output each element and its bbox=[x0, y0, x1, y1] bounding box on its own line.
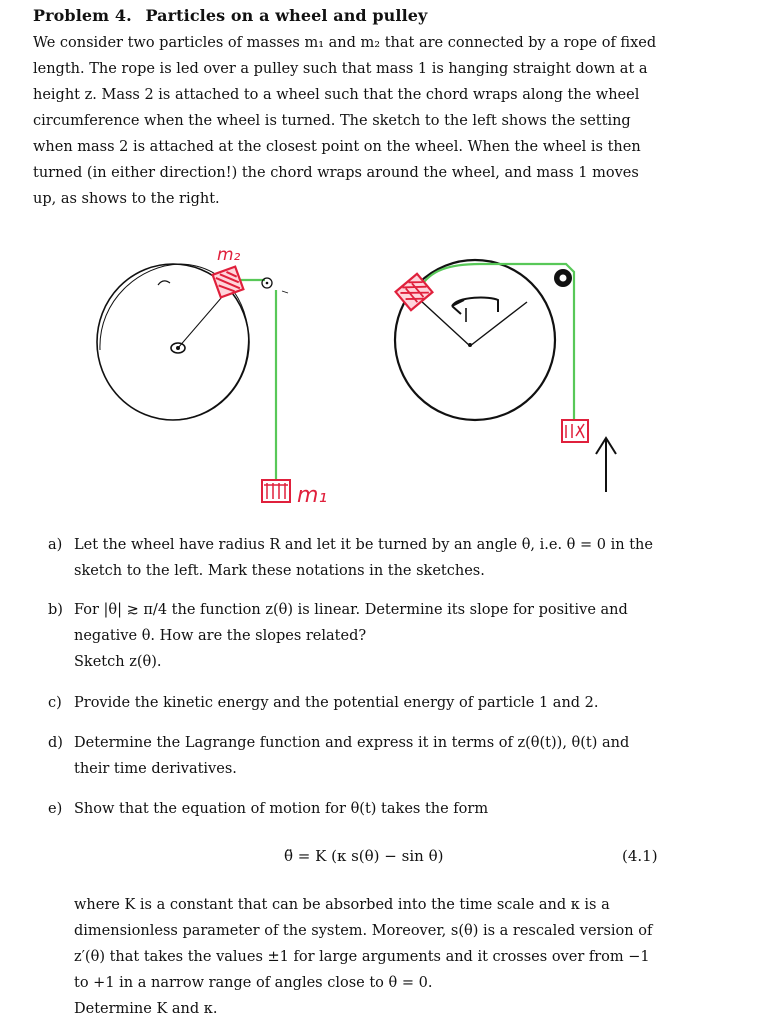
label-m1: m₁ bbox=[297, 483, 328, 508]
question-line: Provide the kinetic energy and the potential energy of particle 1 and 2. bbox=[74, 695, 599, 711]
intro-paragraph bbox=[33, 30, 663, 212]
intro-line: circumference when the wheel is turned. The sketch to the left shows the setting bbox=[33, 113, 631, 129]
intro-line: length. The rope is led over a pulley such that mass 1 is hanging straight down at a bbox=[33, 61, 648, 77]
wheel-pulley-sketch bbox=[0, 230, 780, 520]
intro-line: when mass 2 is attached at the closest point on the wheel. When the wheel is then bbox=[33, 139, 641, 155]
left-radius-line bbox=[178, 290, 228, 348]
question-line: sketch to the left. Mark these notations in the sketches. bbox=[74, 563, 485, 579]
up-arrow-icon bbox=[596, 438, 616, 492]
label-m2: m₂ bbox=[217, 245, 241, 265]
question-line: z′(θ) that takes the values ±1 for large arguments and it crosses over from −1 bbox=[74, 949, 650, 965]
right-axle-center bbox=[468, 343, 472, 347]
question-line: Determine the Lagrange function and express it in terms of z(θ(t)), θ(t) and bbox=[74, 735, 630, 751]
question-d bbox=[48, 730, 660, 782]
left-sketch bbox=[97, 245, 327, 508]
question-line: where K is a constant that can be absorbed into the time scale and κ is a bbox=[74, 897, 610, 913]
question-line: Let the wheel have radius R and let it be turned by an angle θ, i.e. θ = 0 in the bbox=[74, 537, 653, 553]
question-line: dimensionless parameter of the system. Moreover, s(θ) is a rescaled version of bbox=[74, 923, 653, 939]
right-rope bbox=[420, 264, 574, 420]
question-e-continuation bbox=[48, 892, 660, 1022]
question-label: c) bbox=[48, 695, 62, 711]
question-e bbox=[48, 796, 660, 822]
left-wheel-tick bbox=[158, 281, 170, 285]
question-label: d) bbox=[48, 735, 63, 751]
question-b bbox=[48, 597, 660, 675]
question-line: Determine K and κ. bbox=[74, 1001, 218, 1017]
intro-line: height z. Mass 2 is attached to a wheel such that the chord wraps along the wheel bbox=[33, 87, 640, 103]
question-label: e) bbox=[48, 801, 63, 817]
intro-line: turned (in either direction!) the chord wraps around the wheel, and mass 1 moves bbox=[33, 165, 639, 181]
right-sketch bbox=[395, 260, 616, 492]
problem-number: Problem 4. bbox=[33, 6, 132, 25]
right-pulley-hub bbox=[560, 275, 567, 282]
question-line: negative θ. How are the slopes related? bbox=[74, 628, 367, 644]
right-radius-lines bbox=[420, 300, 527, 346]
question-label: a) bbox=[48, 537, 63, 553]
question-c bbox=[48, 690, 660, 716]
question-line: Show that the equation of motion for θ(t) takes the form bbox=[74, 801, 489, 817]
equation-number: (4.1) bbox=[622, 847, 658, 865]
question-line: Sketch z(θ). bbox=[74, 654, 162, 670]
question-label: b) bbox=[48, 602, 63, 618]
equation-row bbox=[0, 845, 780, 873]
question-a bbox=[48, 532, 660, 584]
intro-line: up, as shows to the right. bbox=[33, 191, 220, 207]
right-mass1-block bbox=[562, 420, 588, 442]
rotation-arrow-head bbox=[452, 300, 464, 314]
left-mass2-block bbox=[213, 267, 244, 298]
problem-title: Particles on a wheel and pulley bbox=[145, 6, 428, 25]
question-line: to +1 in a narrow range of angles close to θ = 0. bbox=[74, 975, 433, 991]
left-mass1-block bbox=[262, 480, 290, 502]
question-line: their time derivatives. bbox=[74, 761, 237, 777]
left-pulley-mark bbox=[282, 291, 288, 293]
rotation-arrow-icon bbox=[452, 298, 498, 312]
intro-line: We consider two particles of masses m₁ and m₂ that are connected by a rope of fixed bbox=[33, 35, 657, 51]
equation-of-motion: θ̈ = K (κ s(θ) − sin θ) bbox=[284, 847, 444, 865]
left-pulley-center bbox=[266, 282, 269, 285]
problem-heading bbox=[33, 6, 427, 25]
question-line: For |θ| ≳ π/4 the function z(θ) is linear. Determine its slope for positive and bbox=[74, 602, 628, 618]
